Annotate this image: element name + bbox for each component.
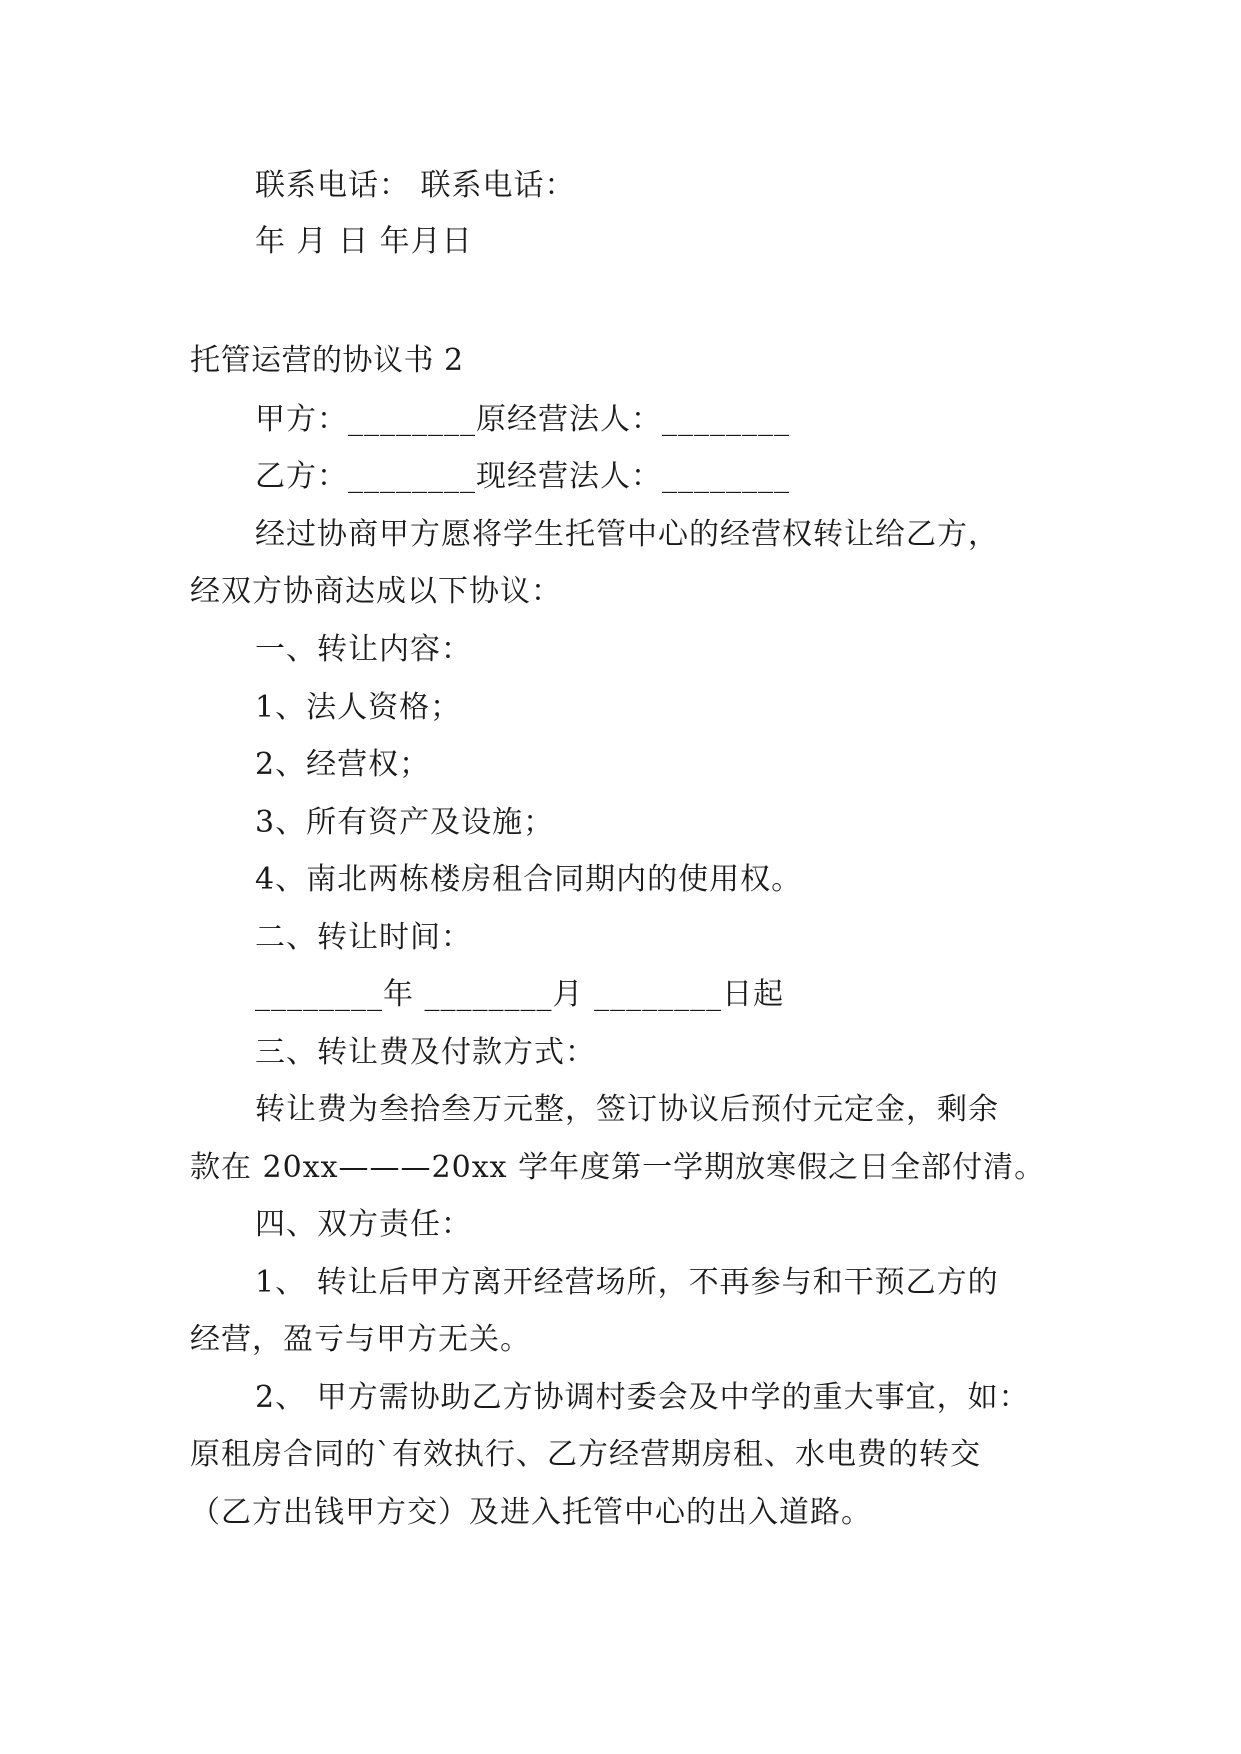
- list-item: 3、所有资产及设施；: [255, 805, 555, 840]
- heading-responsibilities: 四、双方责任：: [255, 1207, 472, 1242]
- heading-transfer-content: 一、转让内容：: [255, 632, 472, 667]
- paragraph-fee-cont: 款在 20xx———20xx 学年度第一学期放寒假之日全部付清。: [190, 1150, 1046, 1185]
- paragraph-intro-cont: 经双方协商达成以下协议：: [190, 574, 562, 609]
- responsibility-2-cont: （乙方出钱甲方交）及进入托管中心的出入道路。: [190, 1495, 872, 1530]
- heading-transfer-time: 二、转让时间：: [255, 920, 472, 955]
- paragraph-fee: 转让费为叁拾叁万元整，签订协议后预付元定金，剩余: [255, 1092, 999, 1127]
- list-item: 1、法人资格；: [255, 690, 462, 725]
- responsibility-1: 1、 转让后甲方离开经营场所，不再参与和干预乙方的: [255, 1265, 999, 1300]
- list-item: 2、经营权；: [255, 747, 431, 782]
- responsibility-2-cont: 原租房合同的`有效执行、乙方经营期房租、水电费的转交: [190, 1437, 981, 1472]
- paragraph-intro: 经过协商甲方愿将学生托管中心的经营权转让给乙方，: [255, 517, 999, 552]
- responsibility-2: 2、 甲方需协助乙方协调村委会及中学的重大事宜，如：: [255, 1380, 1030, 1415]
- date-line: 年 月 日 年月日: [255, 224, 473, 259]
- contact-phone-line: 联系电话： 联系电话：: [255, 168, 576, 203]
- party-b-line: 乙方：________现经营法人：________: [255, 459, 790, 494]
- party-a-line: 甲方：________原经营法人：________: [255, 402, 790, 437]
- list-item: 4、南北两栋楼房租合同期内的使用权。: [255, 862, 803, 897]
- responsibility-1-cont: 经营，盈亏与甲方无关。: [190, 1322, 531, 1357]
- heading-transfer-fee: 三、转让费及付款方式：: [255, 1035, 596, 1070]
- transfer-date-line: ________年 ________月 ________日起: [255, 977, 785, 1012]
- section-title: 托管运营的协议书 2: [190, 343, 464, 378]
